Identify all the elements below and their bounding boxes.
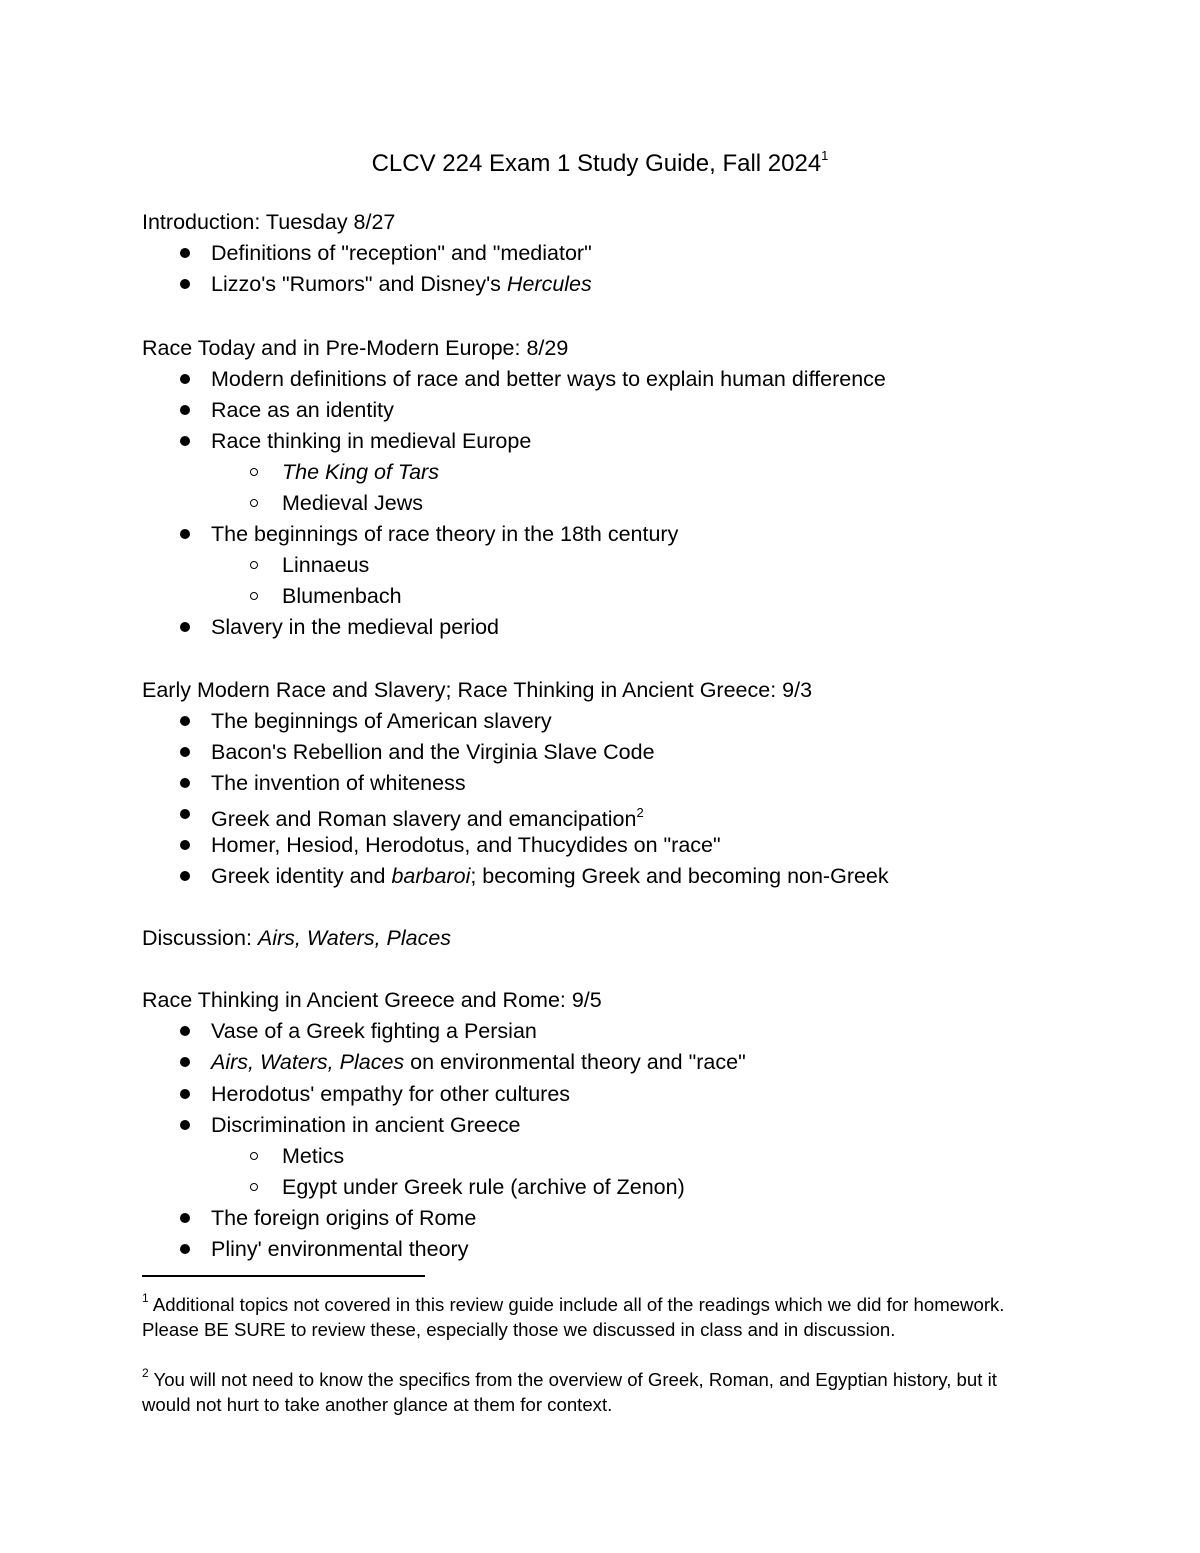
footnote: $^2$ You will not need to know the specifics from the overview of Greek, Roman, and Egyptian history, but it would not hurt to take another glance at them for context. (142, 1366, 997, 1416)
footnote-number: 2 (142, 1366, 149, 1380)
section-heading: Race Today and in Pre-Modern Europe: 8/29 (142, 336, 569, 360)
list-item: Lizzo's "Rumors" and Disney's Hercules (211, 272, 592, 296)
list-item: Vase of a Greek fighting a Persian (211, 1019, 537, 1043)
list-item: The invention of whiteness (211, 771, 466, 795)
bullet-icon (180, 405, 190, 415)
bullet-icon (180, 529, 190, 539)
section-heading: Race Thinking in Ancient Greece and Rome: 9/5 (142, 988, 602, 1012)
footnote-divider (142, 1275, 425, 1277)
list-item: The beginnings of race theory in the 18th century (211, 522, 679, 546)
bullet-icon (180, 436, 190, 446)
sub-bullet-icon (250, 592, 258, 600)
title-footnote-mark: 1 (821, 148, 829, 163)
bullet-icon (180, 1089, 190, 1099)
bullet-icon (180, 248, 190, 258)
sub-bullet-icon (250, 1152, 258, 1160)
sub-list-item: Blumenbach (282, 584, 402, 608)
list-item: Homer, Hesiod, Herodotus, and Thucydides on "race" (211, 833, 721, 857)
sub-list-item: Metics (282, 1144, 345, 1168)
footnote-mark: 2 (636, 805, 644, 820)
list-item: Greek and Roman slavery and emancipation$^2$ (211, 805, 644, 832)
list-item: Definitions of "reception" and "mediator" (211, 241, 592, 265)
sub-list-item: The King of Tars (282, 460, 439, 484)
sub-bullet-icon (250, 499, 258, 507)
bullet-icon (180, 778, 190, 788)
list-item: Race thinking in medieval Europe (211, 429, 532, 453)
sub-list-item: Medieval Jews (282, 491, 423, 515)
page-title (0, 143, 1200, 179)
sub-bullet-icon (250, 468, 258, 476)
bullet-icon (180, 622, 190, 632)
section-heading: Discussion: Airs, Waters, Places (142, 926, 452, 950)
bullet-icon (180, 716, 190, 726)
bullet-icon (180, 747, 190, 757)
bullet-icon (180, 1057, 190, 1067)
list-item: Race as an identity (211, 398, 394, 422)
list-item: Herodotus' empathy for other cultures (211, 1082, 571, 1106)
bullet-icon (180, 279, 190, 289)
list-item: The foreign origins of Rome (211, 1206, 477, 1230)
list-item: Pliny' environmental theory (211, 1237, 469, 1261)
list-item: Bacon's Rebellion and the Virginia Slave Code (211, 740, 655, 764)
list-item: Greek identity and barbaroi; becoming Greek and becoming non-Greek (211, 864, 889, 888)
list-item: Airs, Waters, Places on environmental theory and "race" (211, 1050, 746, 1074)
footnote: $^1$ Additional topics not covered in this review guide include all of the readings which we did for homework. Please BE SURE to review these, especially those we discussed in class and in discussion. (142, 1291, 1005, 1341)
list-item: Slavery in the medieval period (211, 615, 500, 639)
bullet-icon (180, 809, 190, 819)
sub-bullet-icon (250, 1183, 258, 1191)
sub-list-item: Egypt under Greek rule (archive of Zenon) (282, 1175, 685, 1199)
footnote-number: 1 (142, 1291, 149, 1305)
bullet-icon (180, 374, 190, 384)
bullet-icon (180, 1026, 190, 1036)
sub-list-item: Linnaeus (282, 553, 370, 577)
bullet-icon (180, 840, 190, 850)
title-text: CLCV 224 Exam 1 Study Guide, Fall 2024 (371, 150, 822, 177)
list-item: Modern definitions of race and better ways to explain human difference (211, 367, 886, 391)
list-item: The beginnings of American slavery (211, 709, 552, 733)
bullet-icon (180, 871, 190, 881)
section-heading: Introduction: Tuesday 8/27 (142, 210, 396, 234)
sub-bullet-icon (250, 561, 258, 569)
section-heading: Early Modern Race and Slavery; Race Thinking in Ancient Greece: 9/3 (142, 678, 813, 702)
bullet-icon (180, 1120, 190, 1130)
bullet-icon (180, 1244, 190, 1254)
list-item: Discrimination in ancient Greece (211, 1113, 521, 1137)
bullet-icon (180, 1213, 190, 1223)
